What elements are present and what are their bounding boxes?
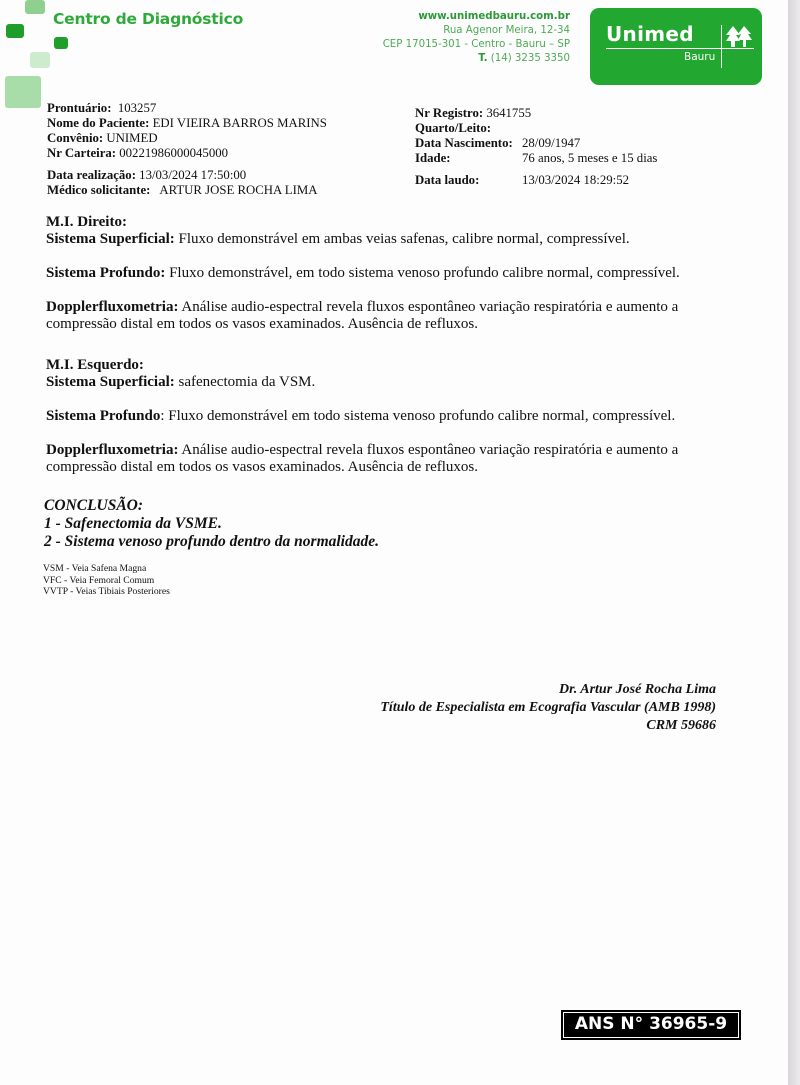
abbreviation: VFC - Veia Femoral Comum (43, 574, 155, 586)
field-paciente (47, 116, 327, 131)
phone-label: T. (478, 53, 488, 64)
data-laudo-row (415, 173, 629, 188)
patient-info-right (415, 106, 657, 166)
value: 28/09/1947 (522, 136, 581, 150)
conclusion (44, 497, 379, 551)
text: Fluxo demonstrável, em todo sistema venoso profundo calibre normal, compressível. (169, 265, 680, 281)
field-registro (415, 106, 657, 121)
label: Data Nascimento: (415, 136, 513, 150)
value: UNIMED (106, 131, 158, 145)
abbreviation: VSM - Veia Safena Magna (43, 563, 147, 574)
value: 103257 (117, 101, 157, 115)
address: Rua Agenor Meira, 12-34 (443, 25, 570, 36)
label: Sistema Superficial: (46, 374, 175, 390)
value: EDI VIEIRA BARROS MARINS (152, 116, 327, 130)
label: Dopplerfluxometria: (46, 299, 179, 315)
paragraph-superficial (46, 374, 726, 391)
section-title (46, 357, 726, 374)
unimed-logo (590, 8, 762, 85)
label: Data realização: (47, 168, 136, 182)
label: Convênio: (47, 131, 104, 145)
logo-divider (721, 25, 722, 68)
phone: (14) 3235 3350 (490, 53, 570, 64)
title: M.I. Esquerdo: (46, 357, 144, 373)
doctor-crm: CRM 59686 (646, 718, 716, 733)
patient-info-left-2 (47, 168, 317, 198)
doctor-name: Dr. Artur José Rocha Lima (558, 682, 716, 697)
label: Sistema Profundo: (46, 265, 166, 281)
decor-square (25, 0, 45, 14)
value: 13/03/2024 18:29:52 (522, 173, 629, 187)
field-data-laudo (415, 173, 629, 188)
field-prontuario (47, 101, 327, 116)
label: Nome do Paciente: (47, 116, 150, 130)
conclusion-item: 1 - Safenectomia da VSME. (44, 515, 222, 532)
paragraph-doppler (46, 299, 726, 333)
value: 00221986000045000 (119, 146, 229, 160)
contact-block (383, 10, 570, 66)
label: Nr Carteira: (47, 146, 117, 160)
label: Idade: (415, 151, 451, 165)
conclusion-title: CONCLUSÃO: (44, 497, 144, 514)
title: M.I. Direito: (46, 214, 127, 230)
doctor-title: Título de Especialista em Ecografia Vascular (AMB 1998) (380, 700, 716, 715)
field-data-realizacao (47, 168, 317, 183)
value: 76 anos, 5 meses e 15 dias (522, 151, 658, 165)
section-title (46, 214, 726, 231)
ans-number: ANS N° 36965-9 (563, 1012, 739, 1038)
abbreviations (43, 563, 170, 598)
paragraph-profundo (46, 408, 726, 425)
field-nascimento (415, 136, 657, 151)
decor-square (54, 37, 68, 49)
phone-line (383, 52, 570, 66)
field-idade (415, 151, 657, 166)
ans-badge (561, 1010, 741, 1040)
paragraph-superficial (46, 231, 726, 248)
tree-icon (726, 26, 752, 48)
scan-edge-shadow (788, 0, 800, 1085)
field-medico (47, 183, 317, 198)
abbreviation: VVTP - Veias Tibiais Posteriores (43, 586, 170, 597)
label: Sistema Profundo (46, 408, 161, 424)
value: 13/03/2024 17:50:00 (139, 168, 247, 182)
label: Nr Registro: (415, 106, 484, 120)
label: Médico solicitante: (47, 183, 151, 197)
paragraph-doppler (46, 442, 726, 476)
section-mi-direito (46, 214, 726, 333)
brand-title: Centro de Diagnóstico (53, 10, 244, 28)
logo-sub: Bauru (684, 51, 716, 63)
label: Sistema Superficial: (46, 231, 175, 247)
label: Prontuário: (47, 101, 112, 115)
label: Quarto/Leito: (415, 121, 492, 135)
logo-divider (606, 48, 754, 49)
decor-square (6, 24, 24, 38)
field-carteira (47, 146, 327, 161)
label: Data laudo: (415, 173, 480, 187)
value: ARTUR JOSE ROCHA LIMA (159, 183, 318, 197)
logo-word: Unimed (606, 22, 694, 46)
cep: CEP 17015-301 - Centro - Bauru – SP (382, 39, 570, 50)
paragraph-profundo (46, 265, 726, 282)
decor-square (30, 52, 50, 68)
website-link[interactable]: www.unimedbauru.com.br (418, 11, 570, 22)
text: Análise audio-espectral revela fluxos espontâneo variação respiratória e aumento a compressão distal em todos os vasos examinados. Ausência de refluxos. (46, 442, 679, 475)
text: Fluxo demonstrável em ambas veias safenas, calibre normal, compressível. (178, 231, 630, 247)
text: : Fluxo demonstrável em todo sistema venoso profundo calibre normal, compressível. (160, 408, 676, 424)
text: safenectomia da VSM. (178, 374, 316, 390)
label: Dopplerfluxometria: (46, 442, 179, 458)
signature-block (380, 681, 716, 735)
patient-info-left (47, 101, 327, 161)
field-convenio (47, 131, 327, 146)
field-quarto (415, 121, 657, 136)
value: 3641755 (486, 106, 532, 120)
text: Análise audio-espectral revela fluxos espontâneo variação respiratória e aumento a compressão distal em todos os vasos examinados. Ausência de refluxos. (46, 299, 679, 332)
conclusion-item: 2 - Sistema venoso profundo dentro da normalidade. (44, 533, 379, 550)
decor-square (5, 76, 41, 108)
section-mi-esquerdo (46, 357, 726, 476)
